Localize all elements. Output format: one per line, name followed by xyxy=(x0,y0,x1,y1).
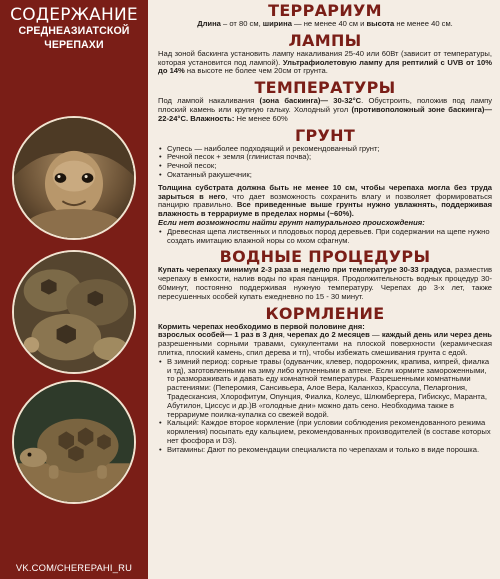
text-run: каждый день или через день xyxy=(381,330,492,340)
soil-list xyxy=(158,145,492,180)
list-item: • Супесь — наиболее подходящий и рекомендованный грунт; xyxy=(158,145,492,154)
tortoise-side-photo xyxy=(12,380,136,504)
feeding-list xyxy=(158,358,492,455)
text-run: , разместив черепаху в емкости, налив воды по края панциря. Продолжительность водных процедур 30-60минут, постоянно поддерживая нужную температуру. Черепах до 3-х лет, также пересушенных особей купать ежедневно по 15 - 30 минут. xyxy=(158,265,492,301)
temperatures-title: ТЕМПЕРАТУРЫ xyxy=(254,78,396,98)
list-item: • Речной песок + земля (глинистая почва); xyxy=(158,153,492,162)
list-item: • В зимний период: сорные травы (одуванчик, клевер, подорожник, крапива, кипрей, фиалка и тд), заготовленными на зиму либо купленными в аптеке. Если кормите замороженными, то размораживать и давать еду комнатной температуры. Разрешенными комнатными растениями: (Пеперомия, Сансивьера, Алое Вера, Каланхоэ, Крассула, Пеларгония, Традескансия, Хлорофитум, Опунция, Фиалка, Колеус, Шлюмбергера, Гибискус, Маранта, Абутилон, Циссус и др.)В «голодные дни» можно дать сено. Необходима также в террариуме поилка-купалка со свежей водой. xyxy=(158,358,492,420)
soil-alt-list xyxy=(158,228,492,246)
list-item: • Витамины: Дают по рекомендации специалиста по черепахам и только в виде порошка. xyxy=(158,446,492,455)
list-item: • Речной песок; xyxy=(158,162,492,171)
text-run: черепах до 2 месяцев xyxy=(287,330,370,340)
text-run: Купать черепаху минимум 2-3 раза в неделю при температуре 30-33 градуса xyxy=(158,265,451,275)
terrarium-text xyxy=(158,20,492,29)
text-run: Не менее 60% xyxy=(234,113,288,123)
feeding-title: КОРМЛЕНИЕ xyxy=(265,303,385,323)
text-run: высота xyxy=(366,19,395,28)
list-item: • Окатанный ракушечник; xyxy=(158,171,492,180)
text-run: , xyxy=(282,330,288,340)
sidebar xyxy=(0,0,148,579)
tortoise-head-photo xyxy=(12,116,136,240)
text-run: , что дает возможность сохранить влагу и позволяет формироваться панцирю правильно. xyxy=(158,191,492,210)
text-run: разрешенными сорными травами, суккулентами на плоской поверхности (керамическая плитка, плоский камень, спил дерева и тп), чтобы избежать смешивания грунта с едой. xyxy=(158,339,492,357)
water-title: ВОДНЫЕ ПРОЦЕДУРЫ xyxy=(219,247,431,267)
terrarium-title: ТЕРРАРИУМ xyxy=(268,1,382,20)
vk-link[interactable]: VK.COM/CHEREPAHI_RU xyxy=(15,562,133,573)
text-run: — не менее 40 см и xyxy=(291,19,367,28)
text-run: Ультрафиолетовую лампу для рептилий с UVB от 10% до 14% xyxy=(158,57,492,76)
soil-title: ГРУНТ xyxy=(294,125,356,145)
text-run: Под лампой накаливания xyxy=(158,96,260,106)
text-run: не менее 40 см. xyxy=(394,19,453,28)
text-run: Влажность: xyxy=(190,113,235,123)
list-item: • Кальций: Каждое второе кормление (при условии соблюдения рекомендованного режима кормления) посыпать еду кальцием, рекомендованных производителей (в составе которых нет фосфора и D3). xyxy=(158,419,492,445)
soil-alternative-heading: Если нет возможности найти грунт натурального происхождения: xyxy=(158,217,425,227)
text-run: (противоположный зоне баскинга)— 22-24°С. xyxy=(158,104,492,123)
text-run: Толщина субстрата должна быть не менее 10 см, чтобы черепаха могла без труда зарыться в него xyxy=(158,182,492,201)
soil-thickness-text xyxy=(158,184,492,219)
sidebar-subtitle-line2: ЧЕРЕПАХИ xyxy=(44,38,104,51)
tortoise-group-photo xyxy=(12,250,136,374)
water-text xyxy=(158,266,492,301)
text-run: ширина xyxy=(262,19,292,28)
text-run: взрослых особей— 1 раз в 3 дня xyxy=(158,330,283,340)
feeding-schedule xyxy=(158,331,492,357)
text-run: Кормить черепах необходимо в первой половине дня: xyxy=(158,321,365,331)
main-content xyxy=(148,0,500,579)
text-run: . Обустроить, положив под лампу плоский камень или крупную гальку. Холодный угол xyxy=(158,96,492,114)
text-run: Длина xyxy=(197,19,221,28)
text-run: Над зоной баскинга установить лампу накаливания 25-40 или 60Вт (зависит от температуры, которая установится под лампой). xyxy=(158,48,492,67)
text-run: — xyxy=(369,330,382,340)
sidebar-subtitle-line1: СРЕДНЕАЗИАТСКОЙ xyxy=(18,25,130,37)
text-run: Все приведенные выше грунты нужно увлажнять, поддерживая влажность в террариуме в пределах нормы (~60%). xyxy=(158,200,492,219)
temperatures-text xyxy=(158,97,492,123)
list-item: • Древесная щепа лиственных и плодовых пород деревьев. При содержании на щепе нужно создать имитацию влажной норы со мхом сфагнум. xyxy=(158,228,492,246)
text-run: на высоте не более чем 20см от грунта. xyxy=(184,66,328,76)
lamps-title: ЛАМПЫ xyxy=(288,30,362,50)
sidebar-title: СОДЕРЖАНИЕ xyxy=(10,5,138,25)
text-run: (зона баскинга)— 30-32°С xyxy=(259,96,362,106)
lamps-text xyxy=(158,50,492,76)
text-run: – от 80 см, xyxy=(220,19,263,28)
